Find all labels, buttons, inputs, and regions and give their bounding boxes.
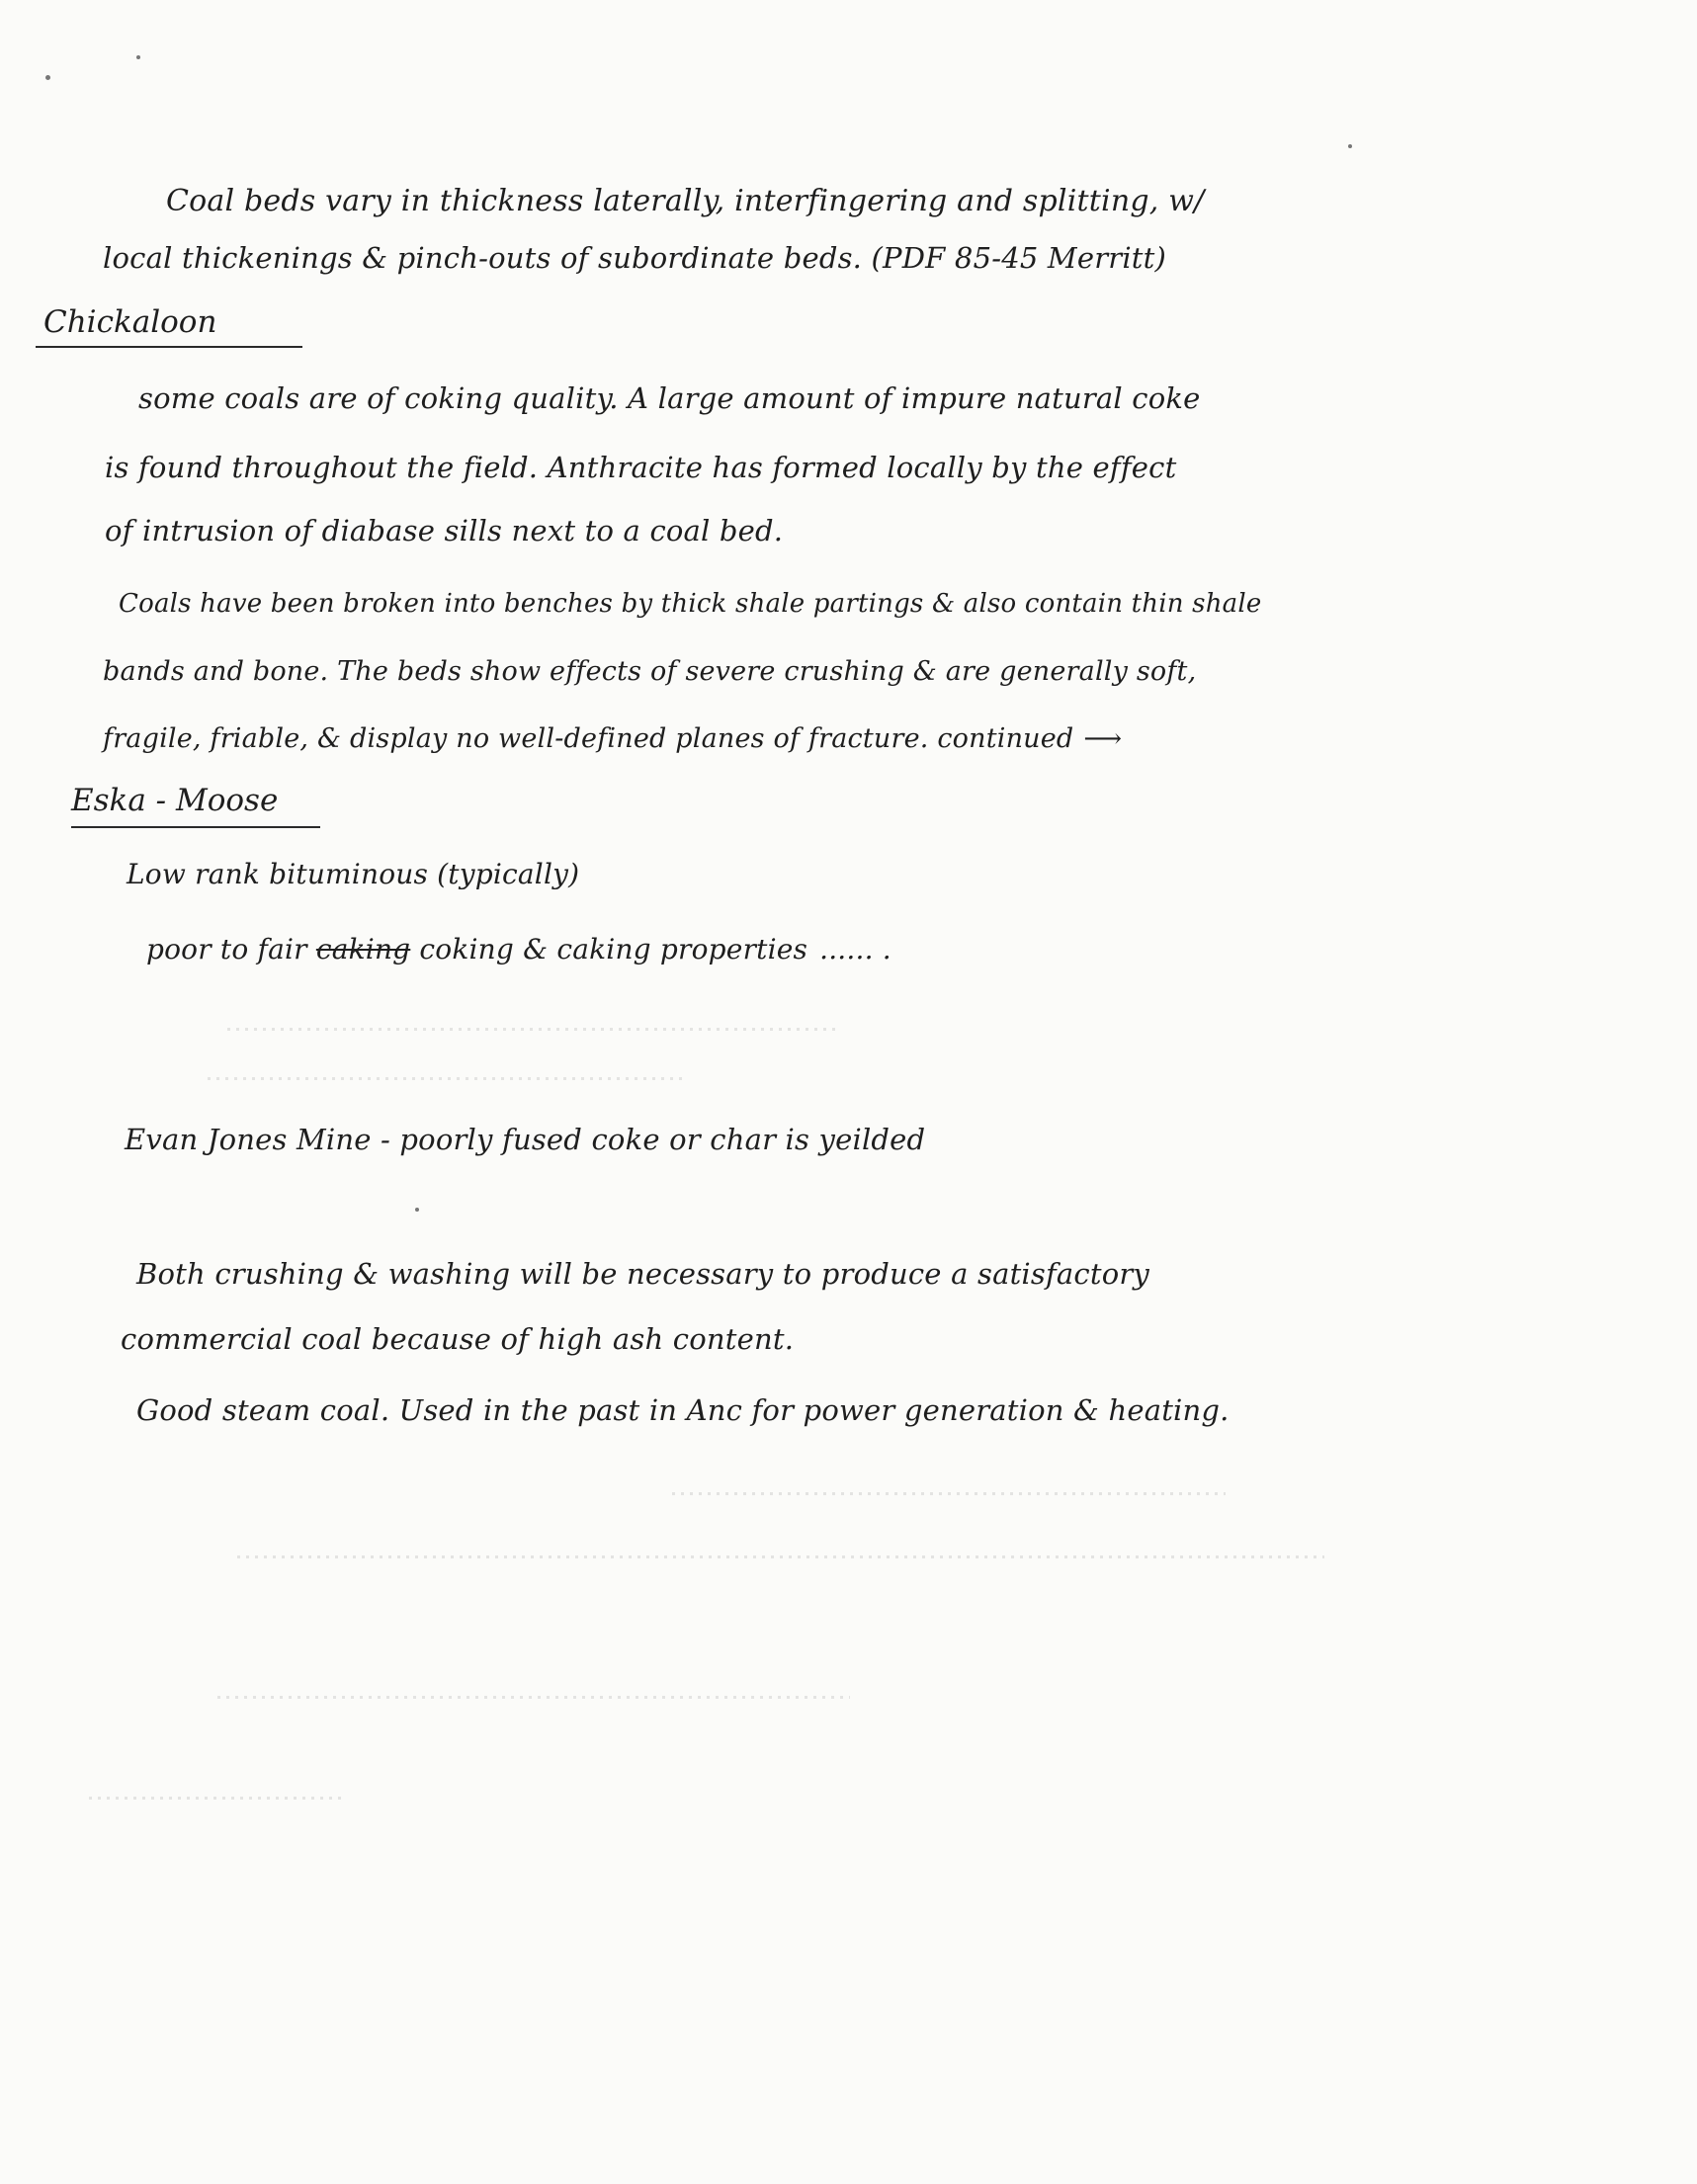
scan-speck <box>1348 144 1352 148</box>
chickaloon-line-1: some coals are of coking quality. A large amount of impure natural coke <box>138 381 1201 415</box>
eska-moose-line-1: Low rank bituminous (typically) <box>127 858 580 890</box>
chickaloon-line-6-text: fragile, friable, & display no well-defined planes of fracture. continued <box>103 723 1074 754</box>
chickaloon-line-6 <box>103 723 1122 754</box>
struck-word: caking <box>315 933 411 966</box>
chickaloon-line-4: Coals have been broken into benches by thick shale partings & also contain thin shale <box>119 589 1262 619</box>
bleed-through <box>217 1696 850 1699</box>
chickaloon-line-2: is found throughout the field. Anthracite has formed locally by the effect <box>105 451 1177 484</box>
scan-speck <box>415 1208 419 1212</box>
eska-moose-line-2-end: coking & caking properties <box>410 933 808 966</box>
evan-jones-line: Evan Jones Mine - poorly fused coke or char is yeilded <box>125 1123 926 1156</box>
scan-speck <box>136 55 140 59</box>
intro-line-1: Coal beds vary in thickness laterally, interfingering and splitting, w/ <box>166 184 1205 218</box>
closing-line-2: commercial coal because of high ash content. <box>121 1322 795 1356</box>
heading-underline <box>36 346 302 348</box>
bleed-through <box>672 1492 1226 1495</box>
chickaloon-line-3: of intrusion of diabase sills next to a coal bed. <box>105 514 784 547</box>
heading-eska-moose: Eska - Moose <box>71 783 279 818</box>
heading-chickaloon: Chickaloon <box>43 304 217 340</box>
closing-line-1: Both crushing & washing will be necessary to produce a satisfactory <box>136 1257 1150 1291</box>
bleed-through <box>89 1797 346 1800</box>
chickaloon-line-5: bands and bone. The beds show effects of severe crushing & are generally soft, <box>103 656 1197 687</box>
intro-line-2: local thickenings & pinch-outs of subordinate beds. (PDF 85-45 Merritt) <box>103 241 1167 275</box>
eska-moose-line-2 <box>146 933 891 966</box>
closing-line-3: Good steam coal. Used in the past in Anc for power generation & heating. <box>136 1393 1230 1427</box>
bleed-through <box>227 1028 840 1031</box>
eska-moose-line-2-trail: ...... . <box>819 933 891 966</box>
eska-moose-line-2-start: poor to fair <box>146 933 316 966</box>
bleed-through <box>208 1077 682 1080</box>
heading-underline <box>71 826 320 828</box>
scan-speck <box>45 75 50 80</box>
arrow-right-icon: ⟶ <box>1083 723 1123 754</box>
bleed-through <box>237 1555 1324 1558</box>
